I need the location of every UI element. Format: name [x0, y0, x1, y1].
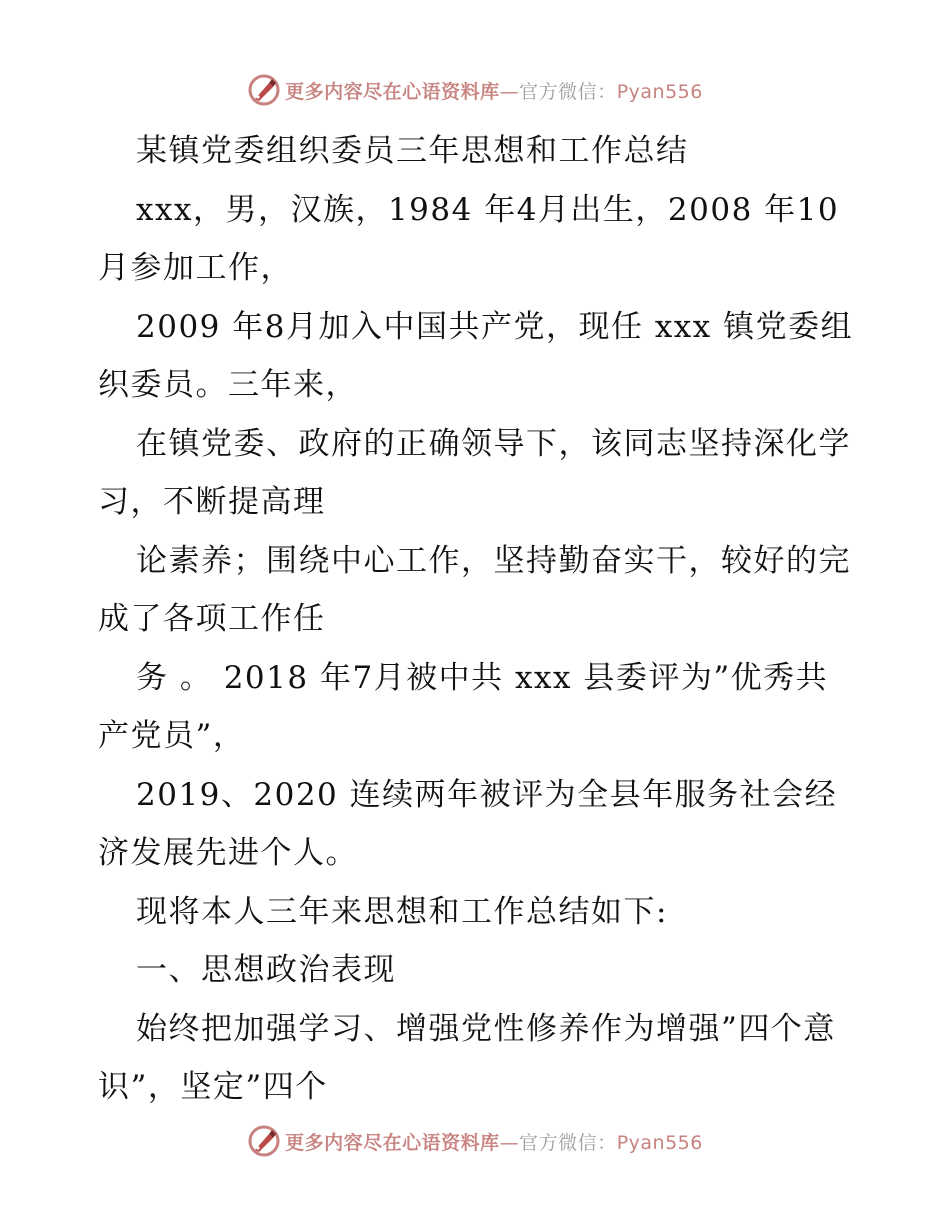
paragraph: 论素养；围绕中心工作，坚持勤奋实干，较好的完成了各项工作任 [98, 542, 851, 637]
banner-inner [247, 1124, 703, 1158]
document-title: 某镇党委组织委员三年思想和工作总结 [136, 133, 689, 169]
banner-wechat-label: 官方微信： [519, 80, 617, 103]
header-watermark-banner [0, 70, 950, 110]
paragraph: xxx，男，汉族，1984 年4月出生，2008 年10月参加工作， [98, 191, 840, 286]
banner-text [285, 77, 703, 104]
footer-watermark-banner [0, 1121, 950, 1161]
paragraph: 始终把加强学习、增强党性修养作为增强”四个意识”，坚定”四个 [98, 1010, 836, 1105]
paragraph: 现将本人三年来思想和工作总结如下: [136, 893, 668, 930]
banner-inner [247, 73, 703, 107]
pen-logo-icon [247, 1124, 281, 1158]
paragraph: 务 。 2018 年7月被中共 xxx 县委评为”优秀共产党员”， [98, 659, 829, 754]
paragraph: 2019、2020 连续两年被评为全县年服务社会经济发展先进个人。 [98, 776, 838, 871]
pen-logo-icon [247, 73, 281, 107]
paragraph: 在镇党委、政府的正确领导下，该同志坚持深化学习，不断提高理 [98, 425, 851, 520]
banner-wechat-label: 官方微信： [519, 1131, 617, 1154]
banner-dash: — [499, 80, 520, 103]
banner-text [285, 1128, 703, 1155]
banner-dash: — [499, 1131, 520, 1154]
banner-wechat-id: Pyan556 [616, 1131, 703, 1154]
banner-lead-text: 更多内容尽在心语资料库 [285, 1131, 500, 1154]
banner-lead-text: 更多内容尽在心语资料库 [285, 80, 500, 103]
paragraph: 2009 年8月加入中国共产党，现任 xxx 镇党委组织委员。三年来， [98, 308, 854, 403]
document-body [98, 122, 858, 1117]
section-heading: 一、思想政治表现 [136, 952, 396, 988]
banner-wechat-id: Pyan556 [616, 80, 703, 103]
